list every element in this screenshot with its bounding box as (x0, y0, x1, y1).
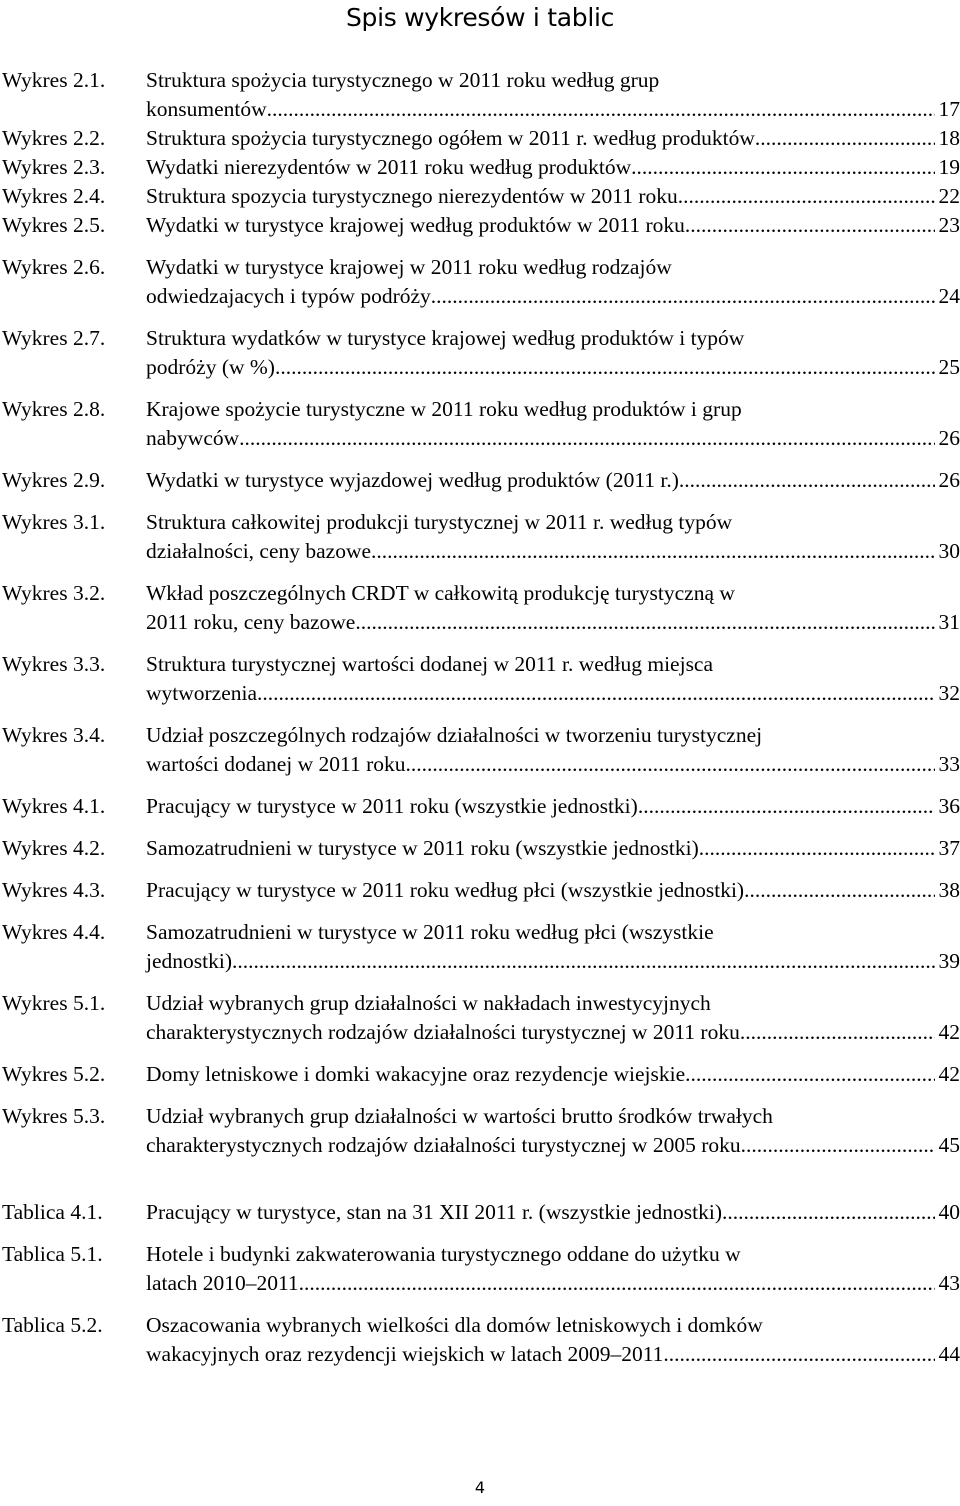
dot-leader (744, 876, 934, 905)
figure-entry (2, 1060, 960, 1089)
entry-label: Tablica 5.2. (2, 1313, 103, 1337)
dot-leader (663, 1340, 934, 1369)
entry-page-number: 26 (938, 426, 960, 450)
figure-entry (2, 182, 960, 211)
entry-title-line: konsumentów (146, 97, 267, 121)
entry-last-line (146, 1198, 960, 1227)
entry-body (146, 324, 960, 382)
entry-title-line: Hotele i budynki zakwaterowania turystycznego oddane do użytku w (146, 1242, 741, 1266)
entry-label: Wykres 2.7. (2, 326, 106, 350)
entry-title-line: latach 2010–2011 (146, 1271, 299, 1295)
figure-entry (2, 721, 960, 779)
page-title: Spis wykresów i tablic (345, 3, 615, 32)
entry-label: Tablica 4.1. (2, 1200, 103, 1224)
entry-last-line (146, 466, 960, 495)
entry-last-line (146, 1131, 960, 1160)
entry-last-line (146, 353, 960, 382)
figure-entry (2, 66, 960, 124)
entry-title-line: charakterystycznych rodzajów działalności turystycznej w 2005 roku (146, 1133, 741, 1157)
entry-page-number: 42 (938, 1062, 960, 1086)
entry-title-line: działalności, ceny bazowe (146, 539, 372, 563)
entry-title-line: Udział wybranych grup działalności w nakładach inwestycyjnych (146, 991, 711, 1015)
table-entry (2, 1311, 960, 1369)
entry-body (146, 253, 960, 311)
table-of-figures (2, 66, 960, 1369)
entry-label: Wykres 3.3. (2, 652, 106, 676)
entry-page-number: 37 (938, 836, 960, 860)
entry-page-number: 44 (938, 1342, 960, 1366)
entry-title-line: Wydatki w turystyce wyjazdowej według produktów (2011 r.) (146, 468, 679, 492)
entry-title-line: Udział poszczególnych rodzajów działalności w tworzeniu turystycznej (146, 723, 763, 747)
entry-last-line (146, 537, 960, 566)
entry-label: Wykres 4.3. (2, 878, 106, 902)
entry-last-line (146, 95, 960, 124)
entry-label: Wykres 5.3. (2, 1104, 106, 1128)
entry-title-line: Pracujący w turystyce, stan na 31 XII 2011 r. (wszystkie jednostki) (146, 1200, 722, 1224)
entry-title-line: Pracujący w turystyce w 2011 roku (wszystkie jednostki) (146, 794, 638, 818)
dot-leader (685, 211, 935, 240)
figure-entry (2, 253, 960, 311)
figure-entry (2, 324, 960, 382)
entry-last-line (146, 153, 960, 182)
dot-leader (257, 679, 934, 708)
figure-entry (2, 792, 960, 821)
entry-title-line: Wydatki w turystyce krajowej w 2011 roku według rodzajów (146, 255, 672, 279)
entry-page-number: 17 (938, 97, 960, 121)
entry-body (146, 1102, 960, 1160)
entry-last-line (146, 679, 960, 708)
dot-leader (740, 1018, 935, 1047)
entry-last-line (146, 608, 960, 637)
dot-leader (431, 282, 935, 311)
entry-title-line: Wydatki nierezydentów w 2011 roku według produktów (146, 155, 632, 179)
entry-last-line (146, 947, 960, 976)
entry-body (146, 579, 960, 637)
entry-last-line (146, 1269, 960, 1298)
entry-title-line: Samozatrudnieni w turystyce w 2011 roku według płci (wszystkie (146, 920, 714, 944)
entry-title-line: Udział wybranych grup działalności w wartości brutto środków trwałych (146, 1104, 773, 1128)
entry-last-line (146, 424, 960, 453)
entry-label: Wykres 4.4. (2, 920, 106, 944)
entry-title-line: wakacyjnych oraz rezydencji wiejskich w latach 2009–2011 (146, 1342, 664, 1366)
entry-label: Wykres 2.1. (2, 68, 106, 92)
entry-page-number: 25 (938, 355, 960, 379)
entry-body (146, 182, 960, 211)
entry-title-line: nabywców (146, 426, 240, 450)
entry-page-number: 18 (938, 126, 960, 150)
entry-title-line: odwiedzajacych i typów podróży (146, 284, 431, 308)
entry-body (146, 211, 960, 240)
entry-title-line: Struktura wydatków w turystyce krajowej według produktów i typów (146, 326, 745, 350)
entry-body (146, 834, 960, 863)
entry-last-line (146, 182, 960, 211)
entry-body (146, 1240, 960, 1298)
entry-body (146, 918, 960, 976)
entry-label: Wykres 3.4. (2, 723, 106, 747)
entry-page-number: 36 (938, 794, 960, 818)
entry-title-line: Struktura turystycznej wartości dodanej w 2011 r. według miejsca (146, 652, 714, 676)
figure-entry (2, 579, 960, 637)
dot-leader (685, 1060, 934, 1089)
entry-page-number: 31 (938, 610, 960, 634)
entry-label: Wykres 2.3. (2, 155, 106, 179)
entry-last-line (146, 124, 960, 153)
dot-leader (275, 353, 935, 382)
figure-entry (2, 211, 960, 240)
entry-label: Wykres 2.9. (2, 468, 106, 492)
dot-leader (755, 124, 935, 153)
dot-leader (631, 153, 934, 182)
entry-title-line: Wkład poszczególnych CRDT w całkowitą produkcję turystyczną w (146, 581, 735, 605)
entry-page-number: 33 (938, 752, 960, 776)
entry-title-line: Wydatki w turystyce krajowej według produktów w 2011 roku (146, 213, 685, 237)
entry-last-line (146, 876, 960, 905)
entry-label: Wykres 2.8. (2, 397, 106, 421)
dot-leader (267, 95, 935, 124)
entry-last-line (146, 282, 960, 311)
entry-label: Tablica 5.1. (2, 1242, 103, 1266)
entry-page-number: 32 (938, 681, 960, 705)
entry-label: Wykres 4.2. (2, 836, 106, 860)
table-entry (2, 1240, 960, 1298)
entry-last-line (146, 1018, 960, 1047)
dot-leader (679, 466, 935, 495)
entry-last-line (146, 750, 960, 779)
page-number: 4 (474, 1478, 486, 1497)
entry-title-line: Struktura spożycia turystycznego ogółem w 2011 r. według produktów (146, 126, 755, 150)
entry-last-line (146, 834, 960, 863)
dot-leader (638, 792, 935, 821)
dot-leader (232, 947, 935, 976)
entry-label: Wykres 4.1. (2, 794, 106, 818)
dot-leader (299, 1269, 935, 1298)
entry-title-line: Oszacowania wybranych wielkości dla domów letniskowych i domków (146, 1313, 763, 1337)
entry-page-number: 45 (938, 1133, 960, 1157)
entry-title-line: Struktura spozycia turystycznego nierezydentów w 2011 roku (146, 184, 678, 208)
entry-body (146, 508, 960, 566)
dot-leader (741, 1131, 935, 1160)
entry-body (146, 466, 960, 495)
entry-label: Wykres 5.2. (2, 1062, 106, 1086)
entry-last-line (146, 792, 960, 821)
entry-page-number: 43 (938, 1271, 960, 1295)
entry-page-number: 26 (938, 468, 960, 492)
figure-entry (2, 1102, 960, 1160)
entry-label: Wykres 2.2. (2, 126, 106, 150)
entry-title-line: Struktura całkowitej produkcji turystycznej w 2011 r. według typów (146, 510, 733, 534)
entry-body (146, 124, 960, 153)
entry-label: Wykres 2.5. (2, 213, 106, 237)
entry-title-line: jednostki) (146, 949, 232, 973)
figure-entry (2, 989, 960, 1047)
figure-entry (2, 153, 960, 182)
entry-body (146, 1311, 960, 1369)
figure-entry (2, 395, 960, 453)
entry-last-line (146, 1060, 960, 1089)
entry-body (146, 650, 960, 708)
entry-last-line (146, 1340, 960, 1369)
entry-body (146, 721, 960, 779)
entry-title-line: wartości dodanej w 2011 roku (146, 752, 406, 776)
entry-body (146, 66, 960, 124)
figure-entry (2, 466, 960, 495)
entry-title-line: wytworzenia (146, 681, 258, 705)
entry-page-number: 24 (938, 284, 960, 308)
entry-body (146, 989, 960, 1047)
entry-label: Wykres 3.2. (2, 581, 106, 605)
entry-page-number: 30 (938, 539, 960, 563)
figure-entry (2, 834, 960, 863)
figure-entry (2, 508, 960, 566)
figure-entry (2, 918, 960, 976)
entry-title-line: Struktura spożycia turystycznego w 2011 roku według grup (146, 68, 660, 92)
figure-entry (2, 124, 960, 153)
entry-page-number: 23 (938, 213, 960, 237)
entry-page-number: 22 (938, 184, 960, 208)
entry-title-line: Domy letniskowe i domki wakacyjne oraz rezydencje wiejskie (146, 1062, 686, 1086)
table-entry (2, 1198, 960, 1227)
figure-entry (2, 876, 960, 905)
entry-title-line: 2011 roku, ceny bazowe (146, 610, 356, 634)
entry-body (146, 1198, 960, 1227)
entry-title-line: Pracujący w turystyce w 2011 roku według płci (wszystkie jednostki) (146, 878, 745, 902)
dot-leader (239, 424, 934, 453)
entry-label: Wykres 2.4. (2, 184, 106, 208)
entry-last-line (146, 211, 960, 240)
dot-leader (699, 834, 935, 863)
entry-page-number: 40 (938, 1200, 960, 1224)
dot-leader (678, 182, 935, 211)
entry-label: Wykres 2.6. (2, 255, 106, 279)
entry-body (146, 1060, 960, 1089)
entry-title-line: podróży (w %) (146, 355, 275, 379)
dot-leader (355, 608, 934, 637)
entry-page-number: 39 (938, 949, 960, 973)
entry-label: Wykres 5.1. (2, 991, 106, 1015)
entry-page-number: 38 (938, 878, 960, 902)
entry-label: Wykres 3.1. (2, 510, 106, 534)
entry-body (146, 876, 960, 905)
entry-title-line: charakterystycznych rodzajów działalności turystycznej w 2011 roku (146, 1020, 740, 1044)
dot-leader (406, 750, 935, 779)
dot-leader (371, 537, 934, 566)
entry-body (146, 395, 960, 453)
entry-page-number: 19 (938, 155, 960, 179)
entry-body (146, 792, 960, 821)
entry-title-line: Krajowe spożycie turystyczne w 2011 roku według produktów i grup (146, 397, 742, 421)
dot-leader (722, 1198, 935, 1227)
entry-page-number: 42 (938, 1020, 960, 1044)
entry-body (146, 153, 960, 182)
figure-entry (2, 650, 960, 708)
entry-title-line: Samozatrudnieni w turystyce w 2011 roku (wszystkie jednostki) (146, 836, 699, 860)
